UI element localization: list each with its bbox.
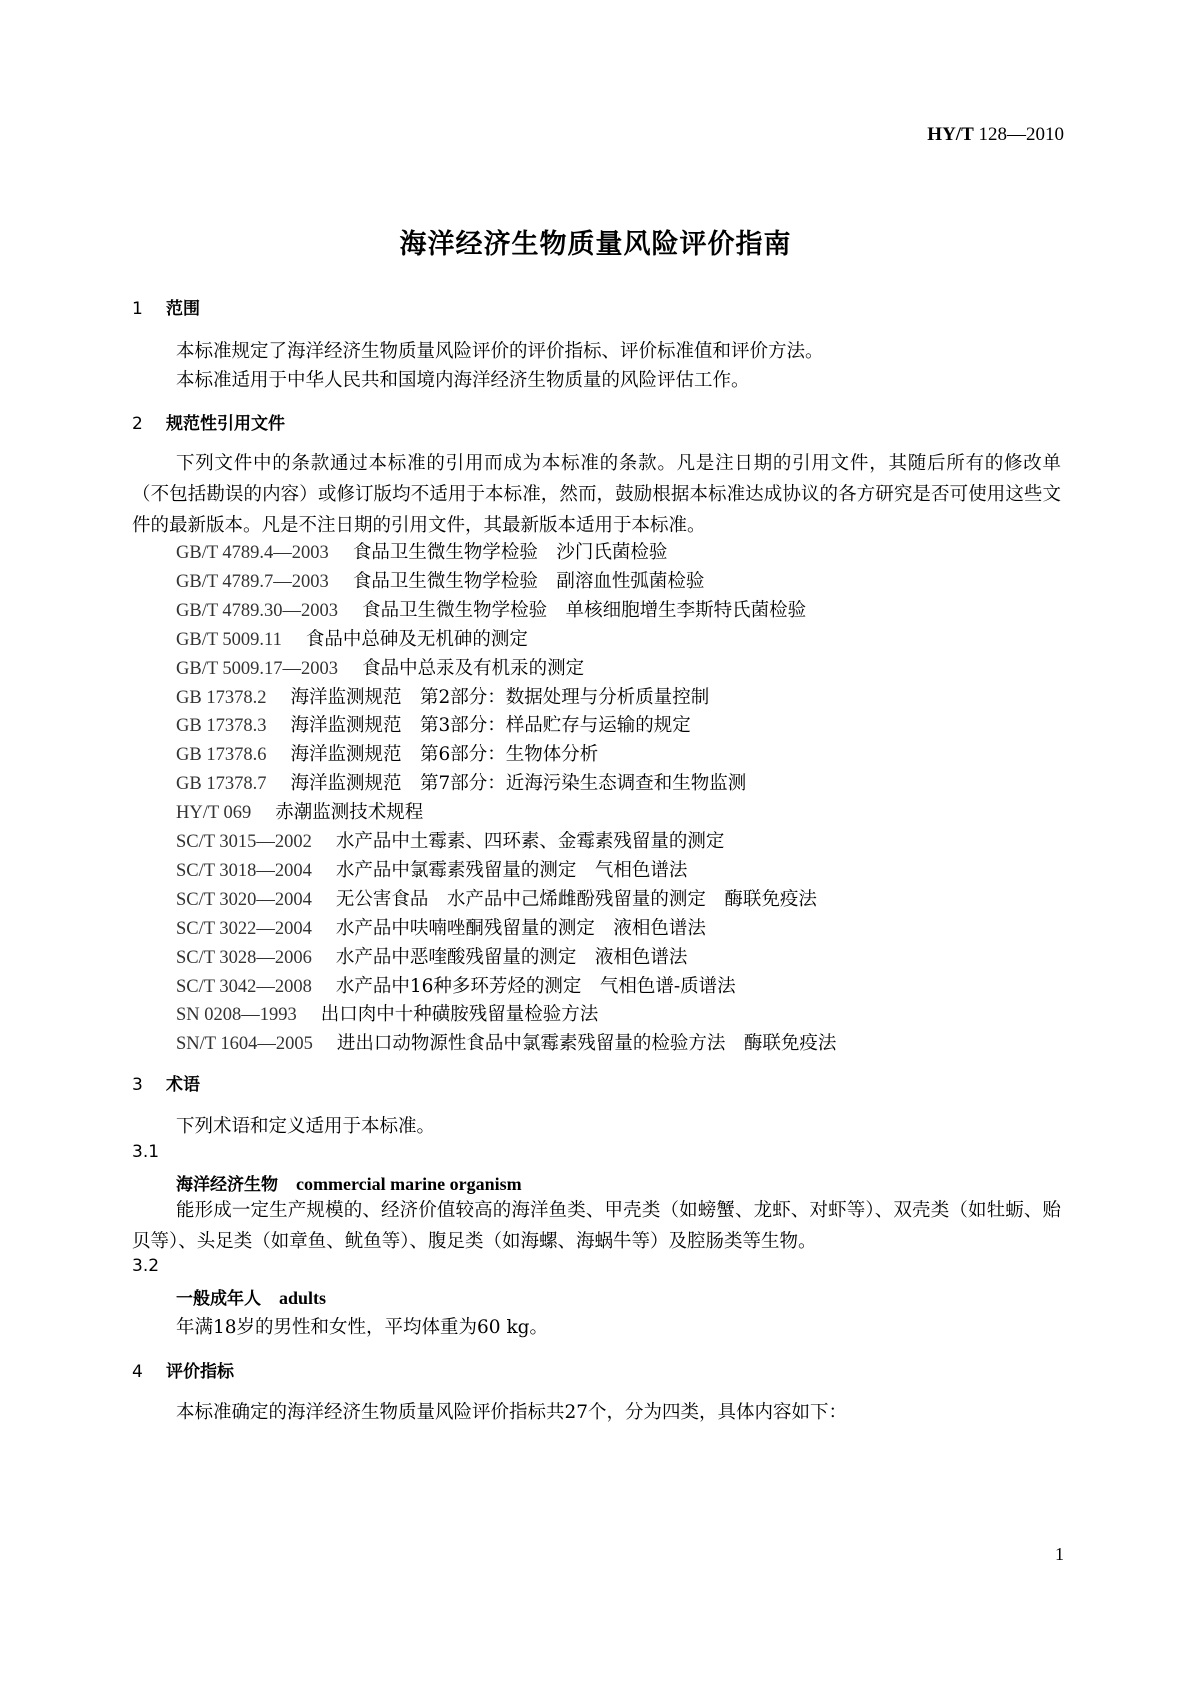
reference-item (176, 711, 691, 737)
reference-title: 海洋监测规范 第7部分：近海污染生态调查和生物监测 (290, 773, 747, 795)
reference-code: GB/T 4789.7—2003 (176, 571, 329, 592)
section-title: 评价指标 (166, 1362, 234, 1382)
reference-item (176, 885, 817, 911)
section-2-heading (132, 409, 285, 434)
reference-code: GB 17378.2 (176, 687, 267, 708)
reference-title: 水产品中土霉素、四环素、金霉素残留量的测定 (335, 831, 725, 852)
term-1-definition: 能形成一定生产规模的、经济价值较高的海洋鱼类、甲壳类（如螃蟹、龙虾、对虾等）、双壳类（如牡蛎、贻贝等）、头足类（如章鱼、鱿鱼等）、腹足类（如海螺、海蜗牛等）及腔肠类等生物。 (132, 1200, 1061, 1252)
reference-title: 水产品中呋喃唑酮残留量的测定 液相色谱法 (335, 917, 706, 939)
term-1-english: commercial marine organism (296, 1174, 522, 1194)
section-2-intro: 下列文件中的条款通过本标准的引用而成为本标准的条款。凡是注日期的引用文件，其随后所有的修改单（不包括勘误的内容）或修订版均不适用于本标准，然而，鼓励根据本标准达成协议的各方研究是否可使用这些文件的最新版本。凡是不注日期的引用文件，其最新版本适用于本标准。 (132, 453, 1061, 536)
reference-code: SC/T 3042—2008 (176, 976, 312, 997)
reference-item (176, 625, 528, 651)
section-title: 术语 (166, 1075, 200, 1095)
standard-code (927, 124, 1064, 146)
reference-item (176, 567, 704, 593)
reference-code: SC/T 3028—2006 (176, 947, 312, 968)
term-1 (176, 1170, 522, 1195)
section-number: 1 (132, 299, 143, 319)
reference-title: 水产品中16种多环芳烃的测定 气相色谱-质谱法 (335, 975, 736, 997)
reference-item (176, 740, 598, 766)
section-number: 4 (132, 1362, 143, 1382)
term-1-number: 3.1 (132, 1142, 160, 1162)
reference-title: 食品卫生微生物学检验 单核细胞增生李斯特氏菌检验 (362, 599, 807, 621)
page-number: 1 (1055, 1544, 1064, 1564)
reference-item (176, 769, 746, 795)
section-number: 2 (132, 414, 143, 434)
reference-item (176, 1000, 598, 1026)
reference-title: 海洋监测规范 第6部分：生物体分析 (290, 744, 599, 766)
section-title: 范围 (166, 299, 200, 319)
reference-code: GB/T 5009.17—2003 (176, 658, 339, 679)
reference-title: 出口肉中十种磺胺残留量检验方法 (320, 1004, 599, 1026)
reference-title: 食品卫生微生物学检验 副溶血性弧菌检验 (352, 570, 705, 592)
reference-title: 海洋监测规范 第2部分：数据处理与分析质量控制 (290, 686, 710, 708)
reference-code: GB 17378.3 (176, 716, 267, 737)
reference-code: SC/T 3020—2004 (176, 889, 312, 910)
reference-item (176, 596, 806, 622)
section-4-paragraph-1: 本标准确定的海洋经济生物质量风险评价指标共27个，分为四类，具体内容如下： (176, 1402, 848, 1423)
section-3-intro: 下列术语和定义适用于本标准。 (176, 1116, 436, 1137)
term-2-definition: 年满18岁的男性和女性，平均体重为60 kg。 (176, 1317, 549, 1338)
reference-code: GB/T 4789.30—2003 (176, 600, 339, 621)
section-3-heading (132, 1070, 200, 1095)
reference-title: 海洋监测规范 第3部分：样品贮存与运输的规定 (290, 715, 691, 737)
reference-code: SN/T 1604—2005 (176, 1034, 313, 1055)
reference-item (176, 856, 687, 882)
section-1-paragraph-1: 本标准规定了海洋经济生物质量风险评价的评价指标、评价标准值和评价方法。 (176, 341, 824, 362)
reference-title: 进出口动物源性食品中氯霉素残留量的检验方法 酶联免疫法 (336, 1033, 837, 1055)
reference-code: GB 17378.7 (176, 774, 267, 795)
term-2-english: adults (279, 1288, 327, 1308)
term-2-chinese: 一般成年人 (176, 1289, 261, 1309)
section-1-heading (132, 294, 200, 319)
reference-item (176, 654, 584, 680)
reference-item (176, 798, 423, 824)
reference-code: GB 17378.6 (176, 745, 267, 766)
section-1-paragraph-2: 本标准适用于中华人民共和国境内海洋经济生物质量的风险评估工作。 (176, 370, 750, 391)
section-title: 规范性引用文件 (166, 414, 285, 434)
standard-code-number: 128—2010 (973, 124, 1064, 145)
reference-code: SC/T 3022—2004 (176, 918, 312, 939)
reference-item (176, 683, 709, 709)
term-1-chinese: 海洋经济生物 (176, 1175, 278, 1195)
reference-item (176, 538, 667, 564)
reference-item (176, 943, 687, 969)
reference-title: 水产品中恶喹酸残留量的测定 液相色谱法 (335, 946, 688, 968)
reference-title: 水产品中氯霉素残留量的测定 气相色谱法 (335, 859, 688, 881)
reference-item (176, 827, 724, 853)
reference-item (176, 1029, 836, 1055)
reference-title: 食品中总汞及有机汞的测定 (362, 657, 585, 679)
section-4-heading (132, 1357, 234, 1382)
reference-title: 食品中总砷及无机砷的测定 (305, 628, 528, 650)
reference-code: SC/T 3018—2004 (176, 860, 312, 881)
reference-item (176, 972, 736, 998)
term-2 (176, 1284, 326, 1309)
reference-code: SC/T 3015—2002 (176, 832, 312, 852)
reference-title: 赤潮监测技术规程 (275, 802, 424, 824)
reference-code: SN 0208—1993 (176, 1005, 297, 1026)
reference-code: GB/T 5009.11 (176, 629, 282, 650)
standard-code-prefix: HY/T (927, 124, 974, 145)
reference-code: HY/T 069 (176, 803, 252, 824)
reference-title: 无公害食品 水产品中己烯雌酚残留量的测定 酶联免疫法 (335, 888, 817, 910)
section-number: 3 (132, 1075, 143, 1095)
reference-code: GB/T 4789.4—2003 (176, 543, 329, 563)
document-title: 海洋经济生物质量风险评价指南 (399, 229, 792, 260)
reference-item (176, 914, 706, 940)
term-2-number: 3.2 (132, 1256, 160, 1276)
reference-title: 食品卫生微生物学检验 沙门氏菌检验 (352, 542, 668, 563)
